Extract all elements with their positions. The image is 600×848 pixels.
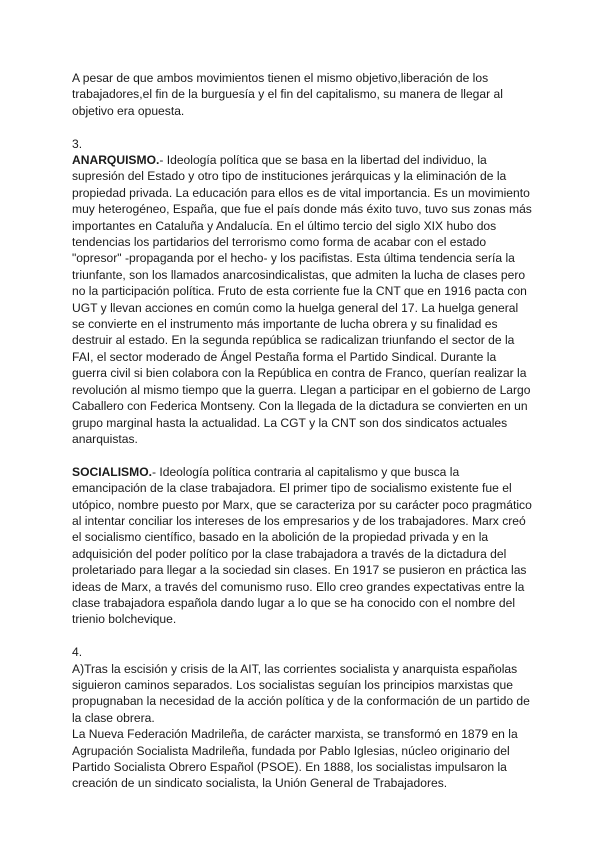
intro-paragraph: A pesar de que ambos movimientos tienen el mismo objetivo,liberación de los trabajadores,el fin de la burguesía y el fin del capitalismo, su manera de llegar al objetivo era opuesta. xyxy=(72,71,503,118)
anarquismo-text: - Ideología política que se basa en la libertad del individuo, la supresión del Estado y otro tipo de instituciones jerárquicas y la eliminación de la propiedad privada. La educación para ellos es de vital importancia. Es un movimiento muy heterogéneo, España, que fue el país donde más éxito tuvo, tuvo sus zonas más importantes en Cataluña y Andalucía. En el último tercio del siglo XIX hubo dos tendencias los partidarios del terrorismo como forma de acabar con el estado "opresor" -propaganda por el hecho- y los pacifistas. Esta última tendencia sería la triunfante, son los llamados anarcosindicalistas, que admiten la lucha de clases pero no la participación política. Fruto de esta corriente fue la CNT que en 1916 pacta con UGT y llevan acciones en común como la huelga general del 17. La huelga general se convierte en el instrumento más importante de lucha obrera y su finalidad es destruir al estado. En la segunda república se radicalizan triunfando el sector de la FAI, el sector moderado de Ángel Pestaña forma el Partido Sindical. Durante la guerra civil si bien colabora con la República en contra de Franco, querían realizar la revolución al mismo tiempo que la guerra. Llegan a participar en el gobierno de Largo Caballero con Federica Montseny. Con la llegada de la dictadura se convierten en un grupo marginal hasta la actualidad. La CGT y la CNT son dos sindicatos actuales anarquistas. xyxy=(72,153,532,446)
section-3-number: 3. xyxy=(72,136,83,151)
socialismo-term: SOCIALISMO. xyxy=(72,464,152,479)
section-4-paragraph-b: La Nueva Federación Madrileña, de carácter marxista, se transformó en 1879 en la Agrupación Socialista Madrileña, fundada por Pablo Iglesias, núcleo originario del Partido Socialista Obrero Español (PSOE). En 1888, los socialistas impulsaron la creación de un sindicato socialista, la Unión General de Trabajadores. xyxy=(72,727,518,791)
spacer xyxy=(72,447,534,463)
anarquismo-paragraph xyxy=(72,152,534,447)
socialismo-text: - Ideología política contraria al capitalismo y que busca la emancipación de la clase trabajadora. El primer tipo de socialismo existente fue el utópico, nombre puesto por Marx, que se caracteriza por su carácter poco pragmático al intentar conciliar los intereses de los empresarios y de los trabajadores. Marx creó el socialismo científico, basado en la abolición de la propiedad privada y en la adquisición del poder político por la clase trabajadora a través de la dictadura del proletariado para llegar a la sociedad sin clases. En 1917 se pusieron en práctica las ideas de Marx, a través del comunismo ruso. Ello creo grandes expectativas entre la clase trabajadora española dando lugar a lo que se ha conocido con el nombre del trienio bolchevique. xyxy=(72,464,532,627)
document-page xyxy=(72,70,534,792)
section-4-paragraph-a: A)Tras la escisión y crisis de la AIT, las corrientes socialista y anarquista españolas siguieron caminos separados. Los socialistas seguían los principios marxistas que propugnaban la necesidad de la acción política y de la conformación de un partido de la clase obrera. xyxy=(72,661,530,725)
socialismo-paragraph xyxy=(72,464,534,628)
spacer xyxy=(72,628,534,644)
anarquismo-term: ANARQUISMO. xyxy=(72,153,160,168)
spacer xyxy=(72,119,534,135)
section-4-number: 4. xyxy=(72,645,83,660)
